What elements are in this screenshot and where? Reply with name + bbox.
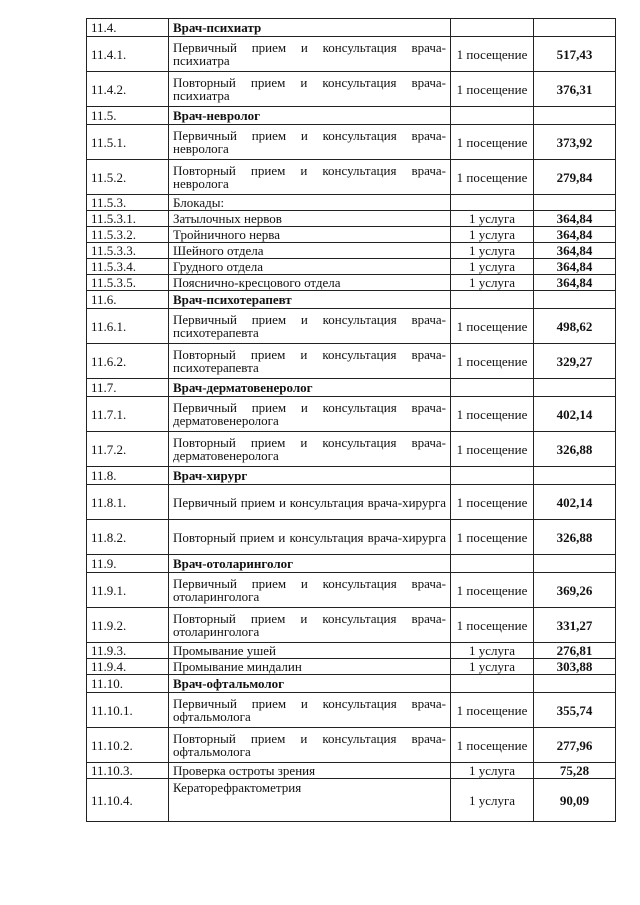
service-unit: 1 посещение bbox=[451, 309, 534, 344]
row-number: 11.7.1. bbox=[87, 397, 169, 432]
service-name: Повторный прием и консультация врача- психотерапевта bbox=[169, 344, 451, 379]
table-row bbox=[87, 160, 616, 195]
service-price: 331,27 bbox=[534, 608, 616, 643]
service-name: Повторный прием и консультация врача-офтальмолога bbox=[169, 728, 451, 763]
service-unit: 1 посещение bbox=[451, 125, 534, 160]
service-price bbox=[534, 555, 616, 573]
service-name: Первичный прием и консультация врача-хирурга bbox=[169, 485, 451, 520]
service-price: 364,84 bbox=[534, 259, 616, 275]
service-price: 364,84 bbox=[534, 243, 616, 259]
service-unit: 1 посещение bbox=[451, 728, 534, 763]
row-number: 11.5.3.2. bbox=[87, 227, 169, 243]
row-number: 11.10. bbox=[87, 675, 169, 693]
service-price: 90,09 bbox=[534, 779, 616, 822]
service-unit: 1 посещение bbox=[451, 432, 534, 467]
service-unit: 1 посещение bbox=[451, 608, 534, 643]
row-number: 11.5.3.4. bbox=[87, 259, 169, 275]
table-row bbox=[87, 608, 616, 643]
service-unit: 1 услуга bbox=[451, 259, 534, 275]
row-number: 11.10.2. bbox=[87, 728, 169, 763]
service-price: 402,14 bbox=[534, 397, 616, 432]
row-number: 11.4. bbox=[87, 19, 169, 37]
service-name: Первичный прием и консультация врача-невролога bbox=[169, 125, 451, 160]
service-unit bbox=[451, 675, 534, 693]
service-name: Врач-отоларинголог bbox=[169, 555, 451, 573]
service-name: Повторный прием и консультация врача- дерматовенеролога bbox=[169, 432, 451, 467]
row-number: 11.4.2. bbox=[87, 72, 169, 107]
row-number: 11.8.2. bbox=[87, 520, 169, 555]
row-number: 11.10.3. bbox=[87, 763, 169, 779]
service-unit: 1 посещение bbox=[451, 485, 534, 520]
service-unit bbox=[451, 555, 534, 573]
row-number: 11.9.1. bbox=[87, 573, 169, 608]
service-unit: 1 посещение bbox=[451, 520, 534, 555]
service-price: 376,31 bbox=[534, 72, 616, 107]
service-name: Первичный прием и консультация врача-психиатра bbox=[169, 37, 451, 72]
table-row bbox=[87, 643, 616, 659]
service-name: Повторный прием и консультация врача-хирурга bbox=[169, 520, 451, 555]
table-row bbox=[87, 275, 616, 291]
service-name: Повторный прием и консультация врача-невролога bbox=[169, 160, 451, 195]
table-row bbox=[87, 309, 616, 344]
table-row bbox=[87, 195, 616, 211]
service-name: Врач-дерматовенеролог bbox=[169, 379, 451, 397]
service-price: 364,84 bbox=[534, 227, 616, 243]
service-unit: 1 услуга bbox=[451, 643, 534, 659]
service-unit: 1 услуга bbox=[451, 275, 534, 291]
service-price: 373,92 bbox=[534, 125, 616, 160]
row-number: 11.4.1. bbox=[87, 37, 169, 72]
service-price: 517,43 bbox=[534, 37, 616, 72]
service-name: Затылочных нервов bbox=[169, 211, 451, 227]
service-unit bbox=[451, 19, 534, 37]
service-price bbox=[534, 379, 616, 397]
row-number: 11.7. bbox=[87, 379, 169, 397]
table-row bbox=[87, 344, 616, 379]
row-number: 11.10.1. bbox=[87, 693, 169, 728]
price-list-table bbox=[86, 18, 616, 822]
service-price bbox=[534, 291, 616, 309]
row-number: 11.10.4. bbox=[87, 779, 169, 822]
service-unit: 1 услуга bbox=[451, 659, 534, 675]
service-price: 279,84 bbox=[534, 160, 616, 195]
service-name: Пояснично-кресцового отдела bbox=[169, 275, 451, 291]
row-number: 11.5.3. bbox=[87, 195, 169, 211]
service-unit bbox=[451, 107, 534, 125]
section-row bbox=[87, 379, 616, 397]
service-unit: 1 посещение bbox=[451, 693, 534, 728]
service-name: Врач-невролог bbox=[169, 107, 451, 125]
row-number: 11.5.2. bbox=[87, 160, 169, 195]
table-row bbox=[87, 763, 616, 779]
service-price bbox=[534, 195, 616, 211]
row-number: 11.5.3.1. bbox=[87, 211, 169, 227]
service-price bbox=[534, 19, 616, 37]
table-row bbox=[87, 573, 616, 608]
table-row bbox=[87, 485, 616, 520]
table-row bbox=[87, 659, 616, 675]
row-number: 11.5. bbox=[87, 107, 169, 125]
service-price: 364,84 bbox=[534, 275, 616, 291]
service-price bbox=[534, 467, 616, 485]
row-number: 11.6.1. bbox=[87, 309, 169, 344]
service-unit: 1 услуга bbox=[451, 779, 534, 822]
section-row bbox=[87, 291, 616, 309]
row-number: 11.9. bbox=[87, 555, 169, 573]
service-unit: 1 услуга bbox=[451, 227, 534, 243]
service-name: Первичный прием и консультация врача-психотерапевта bbox=[169, 309, 451, 344]
row-number: 11.5.3.3. bbox=[87, 243, 169, 259]
service-name: Врач-психиатр bbox=[169, 19, 451, 37]
service-price: 303,88 bbox=[534, 659, 616, 675]
service-name: Шейного отдела bbox=[169, 243, 451, 259]
section-row bbox=[87, 19, 616, 37]
table-row bbox=[87, 243, 616, 259]
service-unit bbox=[451, 379, 534, 397]
table-row bbox=[87, 520, 616, 555]
service-name: Блокады: bbox=[169, 195, 451, 211]
row-number: 11.6. bbox=[87, 291, 169, 309]
service-unit bbox=[451, 291, 534, 309]
row-number: 11.9.4. bbox=[87, 659, 169, 675]
service-name: Первичный прием и консультация врача-дерматовенеролога bbox=[169, 397, 451, 432]
service-unit: 1 посещение bbox=[451, 72, 534, 107]
table-row bbox=[87, 211, 616, 227]
table-row bbox=[87, 397, 616, 432]
service-price: 329,27 bbox=[534, 344, 616, 379]
row-number: 11.8. bbox=[87, 467, 169, 485]
row-number: 11.8.1. bbox=[87, 485, 169, 520]
service-name: Тройничного нерва bbox=[169, 227, 451, 243]
table-row bbox=[87, 779, 616, 822]
row-number: 11.7.2. bbox=[87, 432, 169, 467]
service-unit: 1 посещение bbox=[451, 397, 534, 432]
service-price: 402,14 bbox=[534, 485, 616, 520]
service-price: 326,88 bbox=[534, 432, 616, 467]
service-unit: 1 посещение bbox=[451, 160, 534, 195]
service-price: 75,28 bbox=[534, 763, 616, 779]
service-name: Повторный прием и консультация врача-психиатра bbox=[169, 72, 451, 107]
table-row bbox=[87, 227, 616, 243]
row-number: 11.5.1. bbox=[87, 125, 169, 160]
section-row bbox=[87, 467, 616, 485]
section-row bbox=[87, 675, 616, 693]
table-row bbox=[87, 125, 616, 160]
table-row bbox=[87, 72, 616, 107]
service-name: Первичный прием и консультация врача-офтальмолога bbox=[169, 693, 451, 728]
row-number: 11.6.2. bbox=[87, 344, 169, 379]
service-unit bbox=[451, 195, 534, 211]
table-row bbox=[87, 693, 616, 728]
service-unit: 1 посещение bbox=[451, 37, 534, 72]
row-number: 11.9.2. bbox=[87, 608, 169, 643]
section-row bbox=[87, 555, 616, 573]
service-price: 326,88 bbox=[534, 520, 616, 555]
service-price: 277,96 bbox=[534, 728, 616, 763]
service-name: Повторный прием и консультация врача-отоларинголога bbox=[169, 608, 451, 643]
service-unit: 1 услуга bbox=[451, 243, 534, 259]
service-name: Грудного отдела bbox=[169, 259, 451, 275]
service-unit: 1 посещение bbox=[451, 573, 534, 608]
table-row bbox=[87, 37, 616, 72]
service-name: Промывание ушей bbox=[169, 643, 451, 659]
service-unit: 1 услуга bbox=[451, 763, 534, 779]
table-row bbox=[87, 259, 616, 275]
service-price bbox=[534, 107, 616, 125]
row-number: 11.9.3. bbox=[87, 643, 169, 659]
service-name: Врач-офтальмолог bbox=[169, 675, 451, 693]
section-row bbox=[87, 107, 616, 125]
service-price: 276,81 bbox=[534, 643, 616, 659]
table-row bbox=[87, 432, 616, 467]
row-number: 11.5.3.5. bbox=[87, 275, 169, 291]
service-name: Врач-хирург bbox=[169, 467, 451, 485]
service-name: Промывание миндалин bbox=[169, 659, 451, 675]
price-list-body bbox=[87, 19, 616, 822]
service-name: Кераторефрактометрия bbox=[169, 779, 451, 822]
table-row bbox=[87, 728, 616, 763]
service-name: Проверка остроты зрения bbox=[169, 763, 451, 779]
service-unit: 1 посещение bbox=[451, 344, 534, 379]
service-name: Первичный прием и консультация врача-отоларинголога bbox=[169, 573, 451, 608]
service-price: 498,62 bbox=[534, 309, 616, 344]
service-unit bbox=[451, 467, 534, 485]
service-unit: 1 услуга bbox=[451, 211, 534, 227]
service-price: 355,74 bbox=[534, 693, 616, 728]
service-price bbox=[534, 675, 616, 693]
service-price: 369,26 bbox=[534, 573, 616, 608]
service-name: Врач-психотерапевт bbox=[169, 291, 451, 309]
service-price: 364,84 bbox=[534, 211, 616, 227]
